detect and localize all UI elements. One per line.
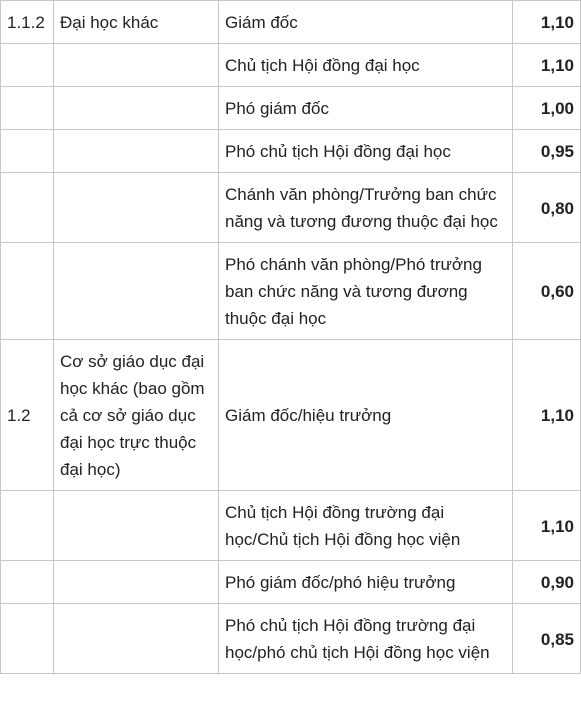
row-number (1, 173, 54, 243)
table-row (1, 130, 581, 173)
allowance-coefficient: 1,10 (513, 1, 581, 44)
unit-name: Cơ sở giáo dục đại học khác (bao gồm cả cơ sở giáo dục đại học trực thuộc đại học) (54, 340, 219, 491)
position-title: Chủ tịch Hội đồng trường đại học/Chủ tịch Hội đồng học viện (219, 491, 513, 561)
position-title: Chánh văn phòng/Trưởng ban chức năng và tương đương thuộc đại học (219, 173, 513, 243)
table-row (1, 561, 581, 604)
position-title: Giám đốc/hiệu trưởng (219, 340, 513, 491)
row-number (1, 130, 54, 173)
row-number (1, 561, 54, 604)
position-title: Chủ tịch Hội đồng đại học (219, 44, 513, 87)
allowance-coefficient: 1,10 (513, 44, 581, 87)
row-number (1, 44, 54, 87)
table-row (1, 243, 581, 340)
unit-name (54, 44, 219, 87)
allowance-coefficient: 1,10 (513, 340, 581, 491)
table-row (1, 1, 581, 44)
unit-name (54, 173, 219, 243)
unit-name (54, 87, 219, 130)
position-title: Phó giám đốc/phó hiệu trưởng (219, 561, 513, 604)
row-number: 1.2 (1, 340, 54, 491)
unit-name (54, 243, 219, 340)
allowance-coefficient: 0,60 (513, 243, 581, 340)
table-row (1, 340, 581, 491)
table-row (1, 491, 581, 561)
allowance-coefficient: 0,95 (513, 130, 581, 173)
position-title: Phó chánh văn phòng/Phó trưởng ban chức năng và tương đương thuộc đại học (219, 243, 513, 340)
row-number: 1.1.2 (1, 1, 54, 44)
allowance-coefficient: 0,90 (513, 561, 581, 604)
position-title: Phó chủ tịch Hội đồng đại học (219, 130, 513, 173)
allowance-coefficient: 1,10 (513, 491, 581, 561)
row-number (1, 243, 54, 340)
unit-name (54, 561, 219, 604)
row-number (1, 604, 54, 674)
row-number (1, 87, 54, 130)
unit-name: Đại học khác (54, 1, 219, 44)
table-row (1, 44, 581, 87)
allowance-coefficient: 0,85 (513, 604, 581, 674)
table-row (1, 87, 581, 130)
position-title: Phó giám đốc (219, 87, 513, 130)
unit-name (54, 604, 219, 674)
allowance-coefficient: 1,00 (513, 87, 581, 130)
row-number (1, 491, 54, 561)
table-row (1, 173, 581, 243)
unit-name (54, 130, 219, 173)
unit-name (54, 491, 219, 561)
allowance-coefficient: 0,80 (513, 173, 581, 243)
position-title: Giám đốc (219, 1, 513, 44)
table-row (1, 604, 581, 674)
position-title: Phó chủ tịch Hội đồng trường đại học/phó chủ tịch Hội đồng học viện (219, 604, 513, 674)
